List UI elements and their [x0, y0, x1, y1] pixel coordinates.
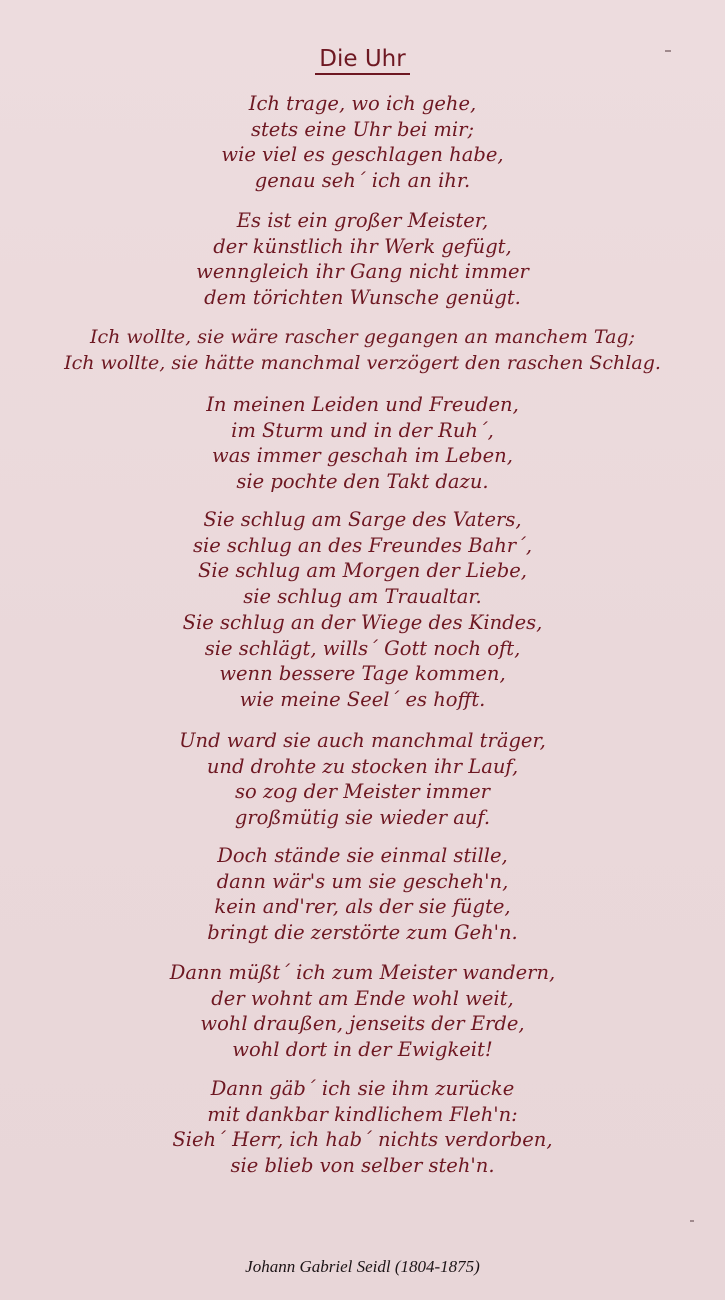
speck-mark: [690, 1220, 694, 1222]
poem-line: In meinen Leiden und Freuden,: [206, 393, 519, 416]
poem-line: wohl dort in der Ewigkeit!: [232, 1038, 493, 1062]
poem-line: und drohte zu stocken ihr Lauf,: [206, 754, 519, 778]
poem-line: sie schlug am Traualtar.: [243, 585, 482, 609]
poem-line: Ich wollte, sie wäre rascher gegangen an manchem Tag;: [90, 326, 635, 348]
poem-line: wie viel es geschlagen habe,: [221, 143, 504, 167]
poem-line: wohl draußen, jenseits der Erde,: [200, 1012, 525, 1036]
poem-line: sie blieb von selber steh'n.: [230, 1154, 495, 1178]
poem-line: so zog der Meister immer: [235, 780, 490, 804]
poem-line: Sieh´ Herr, ich hab´ nichts verdorben,: [172, 1128, 553, 1152]
poem-line: der wohnt am Ende wohl weit,: [211, 986, 514, 1010]
poem-line: bringt die zerstörte zum Geh'n.: [207, 921, 518, 945]
stanza-7: [0, 843, 725, 946]
stanza-2: [0, 208, 725, 311]
poem-line: wenngleich ihr Gang nicht immer: [196, 260, 529, 284]
poem-line: Es ist ein großer Meister,: [236, 209, 489, 232]
poem-title: [0, 44, 725, 75]
stanza-8: [0, 960, 725, 1063]
poem-line: Doch stände sie einmal stille,: [217, 844, 508, 867]
poem-title-text: Die Uhr: [315, 45, 409, 75]
poem-line: wenn bessere Tage kommen,: [219, 662, 506, 686]
stanza-4: [0, 392, 725, 495]
poem-line: Dann gäb´ ich sie ihm zurücke: [210, 1077, 515, 1100]
poem-line: Ich trage, wo ich gehe,: [248, 92, 477, 115]
poem-line: Sie schlug am Sarge des Vaters,: [203, 508, 522, 531]
stanza-9: [0, 1076, 725, 1179]
poem-line: was immer geschah im Leben,: [212, 444, 513, 468]
poem-line: Dann müßt´ ich zum Meister wandern,: [169, 961, 556, 984]
poem-line: großmütig sie wieder auf.: [234, 806, 491, 830]
poem-line: sie schlägt, wills´ Gott noch oft,: [204, 636, 521, 660]
poem-line: dem törichten Wunsche genügt.: [204, 286, 521, 310]
poem-line: dann wär's um sie gescheh'n,: [216, 869, 509, 893]
poem-line: sie pochte den Takt dazu.: [236, 470, 489, 494]
poem-line: Ich wollte, sie hätte manchmal verzögert den raschen Schlag.: [64, 351, 661, 374]
author-credit: Johann Gabriel Seidl (1804-1875): [245, 1257, 480, 1276]
stanza-3: [0, 325, 725, 376]
poem-line: Sie schlug an der Wiege des Kindes,: [182, 610, 543, 634]
stanza-6: [0, 728, 725, 831]
poem-line: kein and'rer, als der sie fügte,: [214, 895, 511, 919]
poem-line: Und ward sie auch manchmal träger,: [179, 729, 546, 752]
poem-line: sie schlug an des Freundes Bahr´,: [192, 533, 533, 557]
poem-line: genau seh´ ich an ihr.: [254, 169, 471, 193]
poem-line: wie meine Seel´ es hofft.: [239, 687, 486, 711]
stanza-5: [0, 507, 725, 713]
poem-line: im Sturm und in der Ruh´,: [231, 418, 494, 442]
poem-line: Sie schlug am Morgen der Liebe,: [198, 559, 527, 583]
poem-line: der künstlich ihr Werk gefügt,: [213, 234, 512, 258]
stanza-1: [0, 91, 725, 194]
poem-line: stets eine Uhr bei mir;: [250, 117, 475, 141]
poem-line: mit dankbar kindlichem Fleh'n:: [207, 1102, 518, 1126]
